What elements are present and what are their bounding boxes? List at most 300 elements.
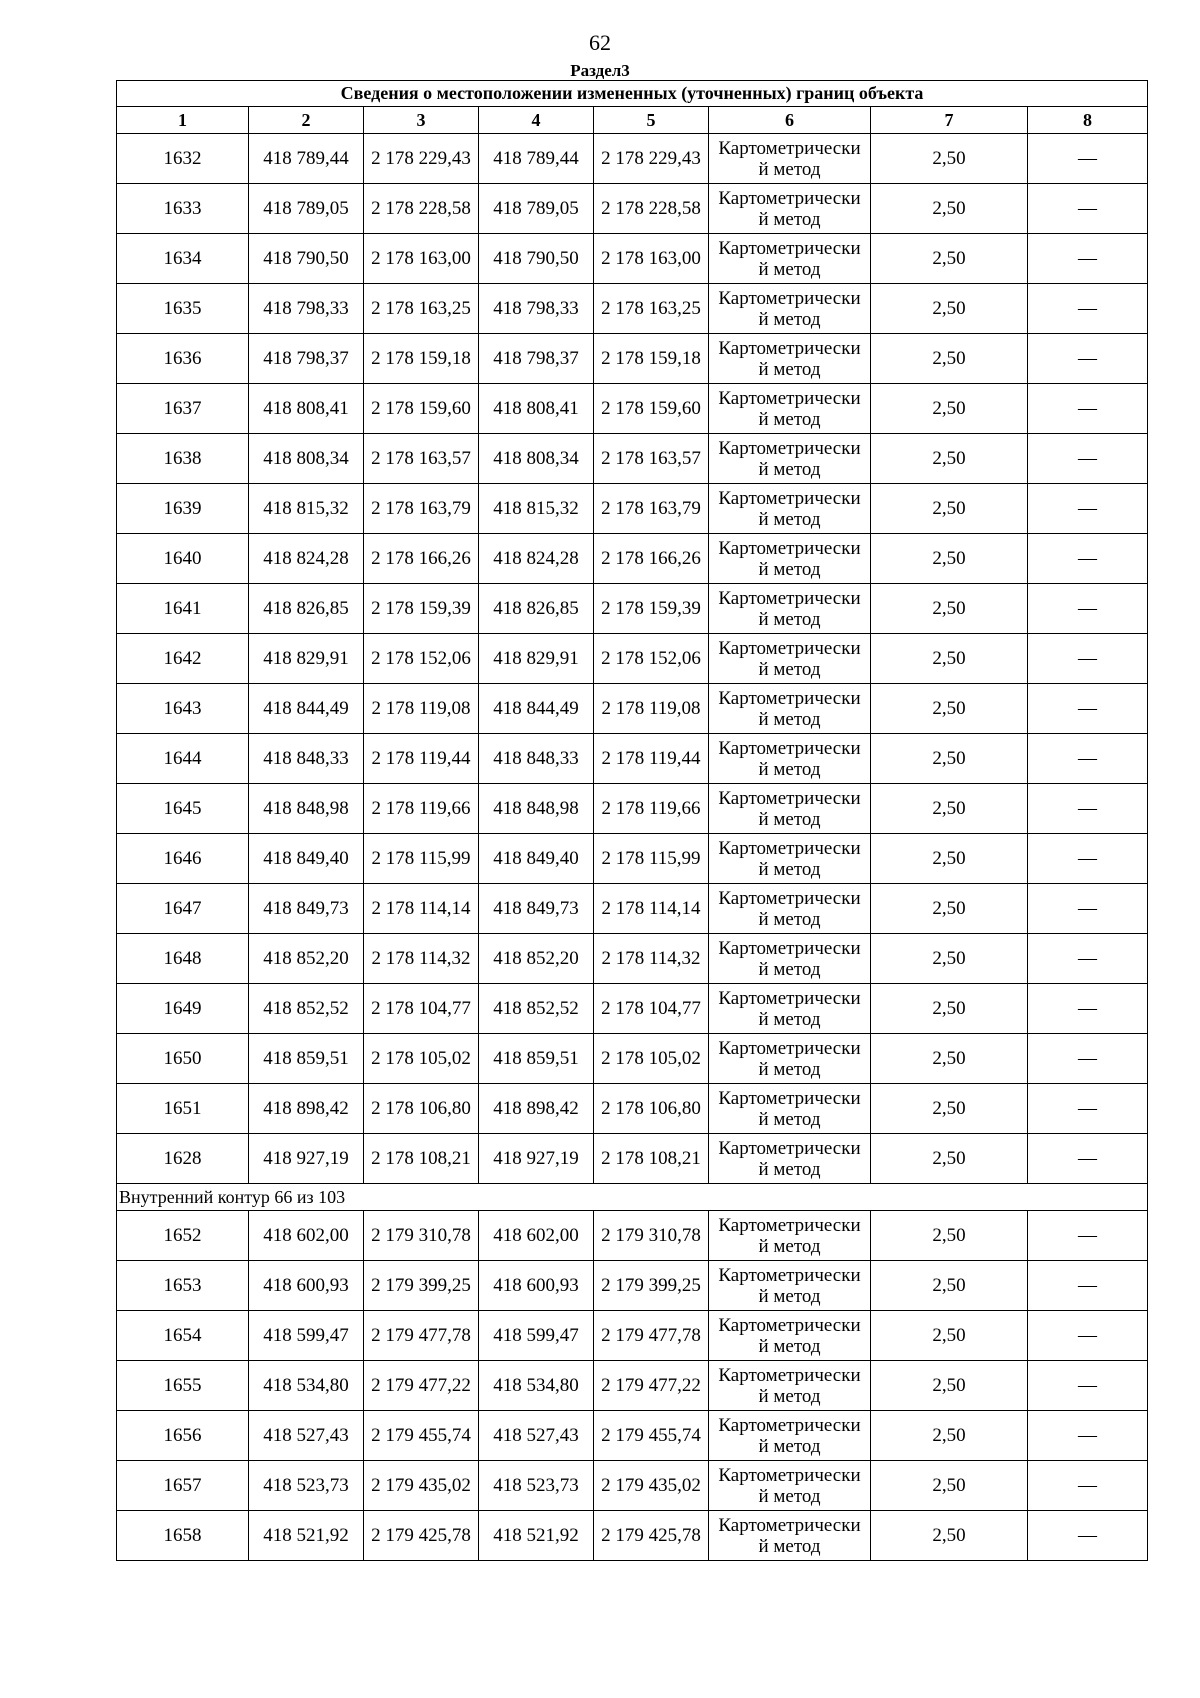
y-coordinate-cell: 2 179 477,22 (594, 1361, 709, 1411)
x-coordinate-cell: 418 534,80 (249, 1361, 364, 1411)
x-coordinate-cell: 418 790,50 (479, 234, 594, 284)
method-text-line2: й метод (758, 258, 821, 280)
method-cell (709, 884, 871, 934)
point-number-cell: 1655 (117, 1361, 249, 1411)
x-coordinate-cell: 418 808,41 (479, 384, 594, 434)
table-row (117, 584, 1148, 634)
x-coordinate-cell: 418 789,05 (249, 184, 364, 234)
y-coordinate-cell: 2 178 115,99 (594, 834, 709, 884)
method-text-line2: й метод (758, 1058, 821, 1080)
table-row (117, 1311, 1148, 1361)
column-number: 8 (1028, 107, 1148, 134)
point-number-cell: 1654 (117, 1311, 249, 1361)
y-coordinate-cell: 2 178 163,25 (594, 284, 709, 334)
method-text-line2: й метод (758, 558, 821, 580)
y-coordinate-cell: 2 178 166,26 (364, 534, 479, 584)
x-coordinate-cell: 418 852,20 (479, 934, 594, 984)
dash-cell: — (1028, 284, 1148, 334)
point-number-cell: 1653 (117, 1261, 249, 1311)
point-number-cell: 1634 (117, 234, 249, 284)
x-coordinate-cell: 418 927,19 (249, 1134, 364, 1184)
method-cell (709, 334, 871, 384)
method-text-line2: й метод (758, 1158, 821, 1180)
dash-cell: — (1028, 634, 1148, 684)
y-coordinate-cell: 2 178 119,66 (364, 784, 479, 834)
method-cell (709, 1411, 871, 1461)
point-number-cell: 1635 (117, 284, 249, 334)
x-coordinate-cell: 418 848,33 (249, 734, 364, 784)
dash-cell: — (1028, 1261, 1148, 1311)
method-text-line1: Картометрически (718, 937, 861, 959)
x-coordinate-cell: 418 848,98 (479, 784, 594, 834)
y-coordinate-cell: 2 178 159,60 (364, 384, 479, 434)
dash-cell: — (1028, 534, 1148, 584)
point-number-cell: 1638 (117, 434, 249, 484)
accuracy-cell: 2,50 (871, 1511, 1028, 1561)
y-coordinate-cell: 2 178 114,14 (364, 884, 479, 934)
accuracy-cell: 2,50 (871, 184, 1028, 234)
x-coordinate-cell: 418 844,49 (479, 684, 594, 734)
x-coordinate-cell: 418 852,20 (249, 934, 364, 984)
x-coordinate-cell: 418 824,28 (249, 534, 364, 584)
table-row (117, 434, 1148, 484)
dash-cell: — (1028, 1134, 1148, 1184)
y-coordinate-cell: 2 178 152,06 (364, 634, 479, 684)
point-number-cell: 1657 (117, 1461, 249, 1511)
dash-cell: — (1028, 1511, 1148, 1561)
method-text-line1: Картометрически (718, 1364, 861, 1386)
method-cell (709, 1361, 871, 1411)
method-text-line1: Картометрически (718, 787, 861, 809)
x-coordinate-cell: 418 824,28 (479, 534, 594, 584)
x-coordinate-cell: 418 527,43 (479, 1411, 594, 1461)
accuracy-cell: 2,50 (871, 834, 1028, 884)
x-coordinate-cell: 418 808,34 (479, 434, 594, 484)
dash-cell: — (1028, 1461, 1148, 1511)
x-coordinate-cell: 418 527,43 (249, 1411, 364, 1461)
table-row (117, 684, 1148, 734)
method-cell (709, 584, 871, 634)
table-row (117, 1211, 1148, 1261)
method-text-line1: Картометрически (718, 987, 861, 1009)
table-row (117, 834, 1148, 884)
accuracy-cell: 2,50 (871, 1084, 1028, 1134)
method-cell (709, 384, 871, 434)
x-coordinate-cell: 418 815,32 (249, 484, 364, 534)
y-coordinate-cell: 2 179 435,02 (364, 1461, 479, 1511)
table-row (117, 1511, 1148, 1561)
method-cell (709, 1134, 871, 1184)
table-row (117, 1034, 1148, 1084)
x-coordinate-cell: 418 798,37 (479, 334, 594, 384)
point-number-cell: 1628 (117, 1134, 249, 1184)
column-number: 2 (249, 107, 364, 134)
method-text-line2: й метод (758, 858, 821, 880)
y-coordinate-cell: 2 178 104,77 (364, 984, 479, 1034)
method-text-line1: Картометрически (718, 137, 861, 159)
accuracy-cell: 2,50 (871, 1361, 1028, 1411)
dash-cell: — (1028, 584, 1148, 634)
method-text-line1: Картометрически (718, 1087, 861, 1109)
accuracy-cell: 2,50 (871, 1411, 1028, 1461)
dash-cell: — (1028, 684, 1148, 734)
x-coordinate-cell: 418 852,52 (249, 984, 364, 1034)
y-coordinate-cell: 2 179 425,78 (364, 1511, 479, 1561)
table-row (117, 484, 1148, 534)
y-coordinate-cell: 2 178 159,60 (594, 384, 709, 434)
y-coordinate-cell: 2 178 166,26 (594, 534, 709, 584)
method-text-line2: й метод (758, 808, 821, 830)
table-body (117, 134, 1148, 1561)
dash-cell: — (1028, 1411, 1148, 1461)
dash-cell: — (1028, 834, 1148, 884)
x-coordinate-cell: 418 829,91 (249, 634, 364, 684)
method-cell (709, 184, 871, 234)
accuracy-cell: 2,50 (871, 1261, 1028, 1311)
y-coordinate-cell: 2 179 435,02 (594, 1461, 709, 1511)
accuracy-cell: 2,50 (871, 684, 1028, 734)
accuracy-cell: 2,50 (871, 634, 1028, 684)
dash-cell: — (1028, 884, 1148, 934)
column-number: 3 (364, 107, 479, 134)
point-number-cell: 1636 (117, 334, 249, 384)
x-coordinate-cell: 418 859,51 (479, 1034, 594, 1084)
point-number-cell: 1643 (117, 684, 249, 734)
y-coordinate-cell: 2 178 159,39 (364, 584, 479, 634)
point-number-cell: 1639 (117, 484, 249, 534)
x-coordinate-cell: 418 602,00 (479, 1211, 594, 1261)
method-text-line1: Картометрически (718, 1037, 861, 1059)
x-coordinate-cell: 418 859,51 (249, 1034, 364, 1084)
dash-cell: — (1028, 984, 1148, 1034)
y-coordinate-cell: 2 179 455,74 (594, 1411, 709, 1461)
accuracy-cell: 2,50 (871, 934, 1028, 984)
method-text-line1: Картометрически (718, 1137, 861, 1159)
method-cell (709, 984, 871, 1034)
method-text-line2: й метод (758, 608, 821, 630)
x-coordinate-cell: 418 790,50 (249, 234, 364, 284)
y-coordinate-cell: 2 178 163,57 (594, 434, 709, 484)
accuracy-cell: 2,50 (871, 884, 1028, 934)
accuracy-cell: 2,50 (871, 734, 1028, 784)
x-coordinate-cell: 418 600,93 (249, 1261, 364, 1311)
y-coordinate-cell: 2 178 108,21 (594, 1134, 709, 1184)
y-coordinate-cell: 2 178 115,99 (364, 834, 479, 884)
y-coordinate-cell: 2 178 114,32 (594, 934, 709, 984)
y-coordinate-cell: 2 178 163,00 (364, 234, 479, 284)
column-number: 7 (871, 107, 1028, 134)
table-row (117, 934, 1148, 984)
method-text-line1: Картометрически (718, 887, 861, 909)
y-coordinate-cell: 2 178 152,06 (594, 634, 709, 684)
x-coordinate-cell: 418 849,73 (249, 884, 364, 934)
y-coordinate-cell: 2 178 159,18 (364, 334, 479, 384)
x-coordinate-cell: 418 600,93 (479, 1261, 594, 1311)
method-text-line1: Картометрически (718, 1264, 861, 1286)
method-text-line2: й метод (758, 1385, 821, 1407)
column-number: 4 (479, 107, 594, 134)
accuracy-cell: 2,50 (871, 1211, 1028, 1261)
dash-cell: — (1028, 184, 1148, 234)
accuracy-cell: 2,50 (871, 1311, 1028, 1361)
method-text-line1: Картометрически (718, 337, 861, 359)
method-text-line1: Картометрически (718, 1214, 861, 1236)
y-coordinate-cell: 2 178 163,00 (594, 234, 709, 284)
method-cell (709, 484, 871, 534)
point-number-cell: 1632 (117, 134, 249, 184)
table-row (117, 1134, 1148, 1184)
y-coordinate-cell: 2 178 229,43 (594, 134, 709, 184)
point-number-cell: 1658 (117, 1511, 249, 1561)
accuracy-cell: 2,50 (871, 384, 1028, 434)
dash-cell: — (1028, 1084, 1148, 1134)
table-title: Сведения о местоположении измененных (уточненных) границ объекта (117, 81, 1148, 107)
table-row (117, 1411, 1148, 1461)
y-coordinate-cell: 2 178 163,79 (364, 484, 479, 534)
point-number-cell: 1642 (117, 634, 249, 684)
y-coordinate-cell: 2 178 159,39 (594, 584, 709, 634)
y-coordinate-cell: 2 179 477,78 (594, 1311, 709, 1361)
method-text-line2: й метод (758, 1485, 821, 1507)
method-text-line1: Картометрически (718, 187, 861, 209)
dash-cell: — (1028, 734, 1148, 784)
y-coordinate-cell: 2 178 106,80 (364, 1084, 479, 1134)
table-row (117, 1361, 1148, 1411)
x-coordinate-cell: 418 789,05 (479, 184, 594, 234)
y-coordinate-cell: 2 178 119,66 (594, 784, 709, 834)
method-text-line1: Картометрически (718, 437, 861, 459)
x-coordinate-cell: 418 927,19 (479, 1134, 594, 1184)
method-cell (709, 684, 871, 734)
method-text-line2: й метод (758, 458, 821, 480)
method-text-line1: Картометрически (718, 637, 861, 659)
accuracy-cell: 2,50 (871, 534, 1028, 584)
x-coordinate-cell: 418 521,92 (249, 1511, 364, 1561)
dash-cell: — (1028, 1211, 1148, 1261)
y-coordinate-cell: 2 178 163,57 (364, 434, 479, 484)
accuracy-cell: 2,50 (871, 134, 1028, 184)
table-row (117, 884, 1148, 934)
accuracy-cell: 2,50 (871, 334, 1028, 384)
table-row (117, 284, 1148, 334)
accuracy-cell: 2,50 (871, 284, 1028, 334)
method-cell (709, 634, 871, 684)
x-coordinate-cell: 418 852,52 (479, 984, 594, 1034)
table-row (117, 334, 1148, 384)
x-coordinate-cell: 418 789,44 (249, 134, 364, 184)
y-coordinate-cell: 2 179 455,74 (364, 1411, 479, 1461)
dash-cell: — (1028, 134, 1148, 184)
x-coordinate-cell: 418 534,80 (479, 1361, 594, 1411)
table-row (117, 1261, 1148, 1311)
y-coordinate-cell: 2 178 163,79 (594, 484, 709, 534)
y-coordinate-cell: 2 178 106,80 (594, 1084, 709, 1134)
method-text-line2: й метод (758, 1008, 821, 1030)
y-coordinate-cell: 2 178 163,25 (364, 284, 479, 334)
method-text-line1: Картометрически (718, 687, 861, 709)
method-cell (709, 284, 871, 334)
table-row (117, 1461, 1148, 1511)
x-coordinate-cell: 418 848,98 (249, 784, 364, 834)
accuracy-cell: 2,50 (871, 234, 1028, 284)
point-number-cell: 1641 (117, 584, 249, 634)
table-row (117, 1084, 1148, 1134)
x-coordinate-cell: 418 898,42 (249, 1084, 364, 1134)
column-number: 1 (117, 107, 249, 134)
point-number-cell: 1645 (117, 784, 249, 834)
y-coordinate-cell: 2 179 310,78 (364, 1211, 479, 1261)
x-coordinate-cell: 418 849,73 (479, 884, 594, 934)
method-text-line2: й метод (758, 358, 821, 380)
method-cell (709, 1034, 871, 1084)
method-text-line2: й метод (758, 208, 821, 230)
y-coordinate-cell: 2 178 159,18 (594, 334, 709, 384)
method-cell (709, 1211, 871, 1261)
y-coordinate-cell: 2 178 119,08 (594, 684, 709, 734)
method-text-line2: й метод (758, 1535, 821, 1557)
point-number-cell: 1649 (117, 984, 249, 1034)
dash-cell: — (1028, 484, 1148, 534)
y-coordinate-cell: 2 178 108,21 (364, 1134, 479, 1184)
boundary-table (116, 80, 1148, 1561)
point-number-cell: 1633 (117, 184, 249, 234)
accuracy-cell: 2,50 (871, 1134, 1028, 1184)
column-number: 5 (594, 107, 709, 134)
method-cell (709, 234, 871, 284)
dash-cell: — (1028, 934, 1148, 984)
method-text-line2: й метод (758, 308, 821, 330)
table-row (117, 184, 1148, 234)
contour-row (117, 1184, 1148, 1211)
x-coordinate-cell: 418 521,92 (479, 1511, 594, 1561)
method-cell (709, 834, 871, 884)
method-cell (709, 1311, 871, 1361)
x-coordinate-cell: 418 808,34 (249, 434, 364, 484)
dash-cell: — (1028, 1034, 1148, 1084)
method-text-line2: й метод (758, 1435, 821, 1457)
method-text-line1: Картометрически (718, 1464, 861, 1486)
column-number: 6 (709, 107, 871, 134)
y-coordinate-cell: 2 178 105,02 (594, 1034, 709, 1084)
x-coordinate-cell: 418 826,85 (249, 584, 364, 634)
method-text-line1: Картометрически (718, 1514, 861, 1536)
method-text-line2: й метод (758, 1285, 821, 1307)
method-text-line2: й метод (758, 1235, 821, 1257)
x-coordinate-cell: 418 798,37 (249, 334, 364, 384)
method-text-line1: Картометрически (718, 737, 861, 759)
table-row (117, 784, 1148, 834)
method-text-line1: Картометрически (718, 837, 861, 859)
method-cell (709, 434, 871, 484)
x-coordinate-cell: 418 808,41 (249, 384, 364, 434)
dash-cell: — (1028, 1311, 1148, 1361)
page-number: 62 (589, 30, 611, 55)
x-coordinate-cell: 418 599,47 (249, 1311, 364, 1361)
method-text-line1: Картометрически (718, 537, 861, 559)
y-coordinate-cell: 2 178 228,58 (364, 184, 479, 234)
table-row (117, 984, 1148, 1034)
y-coordinate-cell: 2 179 477,22 (364, 1361, 479, 1411)
y-coordinate-cell: 2 179 310,78 (594, 1211, 709, 1261)
x-coordinate-cell: 418 848,33 (479, 734, 594, 784)
table-row (117, 234, 1148, 284)
accuracy-cell: 2,50 (871, 484, 1028, 534)
y-coordinate-cell: 2 178 104,77 (594, 984, 709, 1034)
x-coordinate-cell: 418 815,32 (479, 484, 594, 534)
table-row (117, 734, 1148, 784)
table-row (117, 134, 1148, 184)
x-coordinate-cell: 418 844,49 (249, 684, 364, 734)
table-row (117, 384, 1148, 434)
y-coordinate-cell: 2 178 119,08 (364, 684, 479, 734)
method-cell (709, 934, 871, 984)
x-coordinate-cell: 418 829,91 (479, 634, 594, 684)
accuracy-cell: 2,50 (871, 1034, 1028, 1084)
y-coordinate-cell: 2 178 119,44 (364, 734, 479, 784)
method-text-line1: Картометрически (718, 1314, 861, 1336)
x-coordinate-cell: 418 798,33 (479, 284, 594, 334)
method-text-line1: Картометрически (718, 487, 861, 509)
method-text-line1: Картометрически (718, 287, 861, 309)
dash-cell: — (1028, 234, 1148, 284)
method-text-line2: й метод (758, 908, 821, 930)
x-coordinate-cell: 418 849,40 (479, 834, 594, 884)
method-text-line2: й метод (758, 958, 821, 980)
accuracy-cell: 2,50 (871, 434, 1028, 484)
point-number-cell: 1650 (117, 1034, 249, 1084)
accuracy-cell: 2,50 (871, 984, 1028, 1034)
y-coordinate-cell: 2 178 114,32 (364, 934, 479, 984)
method-cell (709, 734, 871, 784)
point-number-cell: 1640 (117, 534, 249, 584)
accuracy-cell: 2,50 (871, 584, 1028, 634)
dash-cell: — (1028, 784, 1148, 834)
method-cell (709, 1461, 871, 1511)
method-text-line2: й метод (758, 708, 821, 730)
method-text-line1: Картометрически (718, 1414, 861, 1436)
method-text-line1: Картометрически (718, 587, 861, 609)
point-number-cell: 1656 (117, 1411, 249, 1461)
y-coordinate-cell: 2 179 425,78 (594, 1511, 709, 1561)
point-number-cell: 1651 (117, 1084, 249, 1134)
x-coordinate-cell: 418 826,85 (479, 584, 594, 634)
method-text-line2: й метод (758, 508, 821, 530)
y-coordinate-cell: 2 178 119,44 (594, 734, 709, 784)
method-text-line2: й метод (758, 1335, 821, 1357)
table-row (117, 534, 1148, 584)
x-coordinate-cell: 418 523,73 (479, 1461, 594, 1511)
x-coordinate-cell: 418 523,73 (249, 1461, 364, 1511)
dash-cell: — (1028, 384, 1148, 434)
y-coordinate-cell: 2 179 399,25 (594, 1261, 709, 1311)
method-text-line2: й метод (758, 158, 821, 180)
method-cell (709, 1084, 871, 1134)
x-coordinate-cell: 418 849,40 (249, 834, 364, 884)
method-text-line1: Картометрически (718, 387, 861, 409)
dash-cell: — (1028, 434, 1148, 484)
y-coordinate-cell: 2 179 399,25 (364, 1261, 479, 1311)
section-title: Раздел3 (570, 61, 630, 80)
x-coordinate-cell: 418 599,47 (479, 1311, 594, 1361)
dash-cell: — (1028, 334, 1148, 384)
x-coordinate-cell: 418 789,44 (479, 134, 594, 184)
x-coordinate-cell: 418 898,42 (479, 1084, 594, 1134)
point-number-cell: 1646 (117, 834, 249, 884)
accuracy-cell: 2,50 (871, 784, 1028, 834)
point-number-cell: 1647 (117, 884, 249, 934)
x-coordinate-cell: 418 798,33 (249, 284, 364, 334)
y-coordinate-cell: 2 178 228,58 (594, 184, 709, 234)
